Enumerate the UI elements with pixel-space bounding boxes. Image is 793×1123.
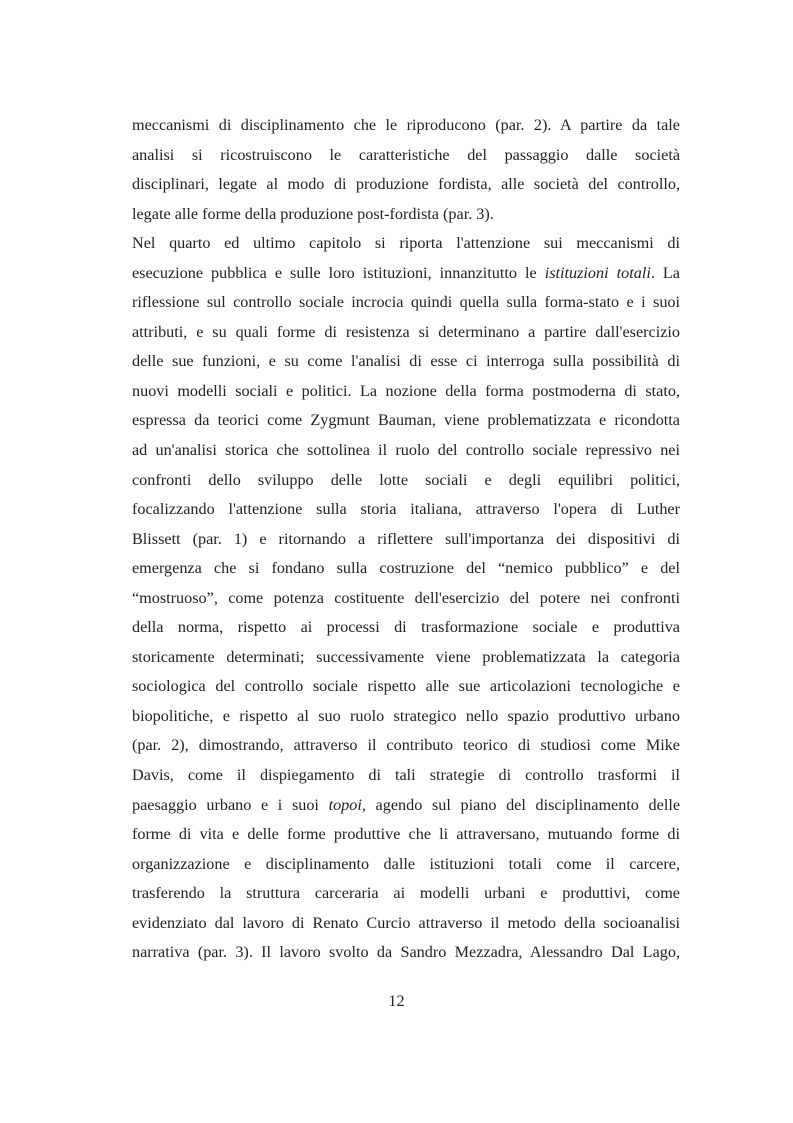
- text-run: esecuzione pubblica e sulle loro istituzioni, innanzitutto le: [132, 263, 545, 282]
- text-run: legate alle forme della produzione post-fordista (par. 3).: [132, 204, 494, 223]
- text-line: [132, 613, 680, 643]
- text-run: “mostruoso”, come potenza costituente dell'esercizio del potere nei confronti: [132, 588, 680, 607]
- text-run: espressa da teorici come Zygmunt Bauman, viene problematizzata e ricondotta: [132, 411, 680, 430]
- text-line: [132, 406, 680, 436]
- text-run: meccanismi di disciplinamento che le riproducono (par. 2). A partire da tale: [132, 116, 680, 134]
- text-line: [132, 761, 680, 791]
- text-line: [132, 200, 680, 230]
- text-line: [132, 111, 680, 141]
- text-run: riflessione sul controllo sociale incrocia quindi quella sulla forma-stato e i suoi: [132, 293, 680, 312]
- text-run: organizzazione e disciplinamento dalle istituzioni totali come il carcere,: [132, 854, 680, 873]
- page-number: 12: [388, 992, 405, 1010]
- text-run: confronti dello sviluppo delle lotte sociali e degli equilibri politici,: [132, 470, 680, 489]
- text-line: [132, 347, 680, 377]
- text-run: paesaggio urbano e i suoi: [132, 795, 329, 814]
- text-run: forme di vita e delle forme produttive che li attraversano, mutuando forme di: [132, 825, 680, 844]
- text-line: [132, 672, 680, 702]
- text-run: della norma, rispetto ai processi di trasformazione sociale e produttiva: [132, 618, 680, 637]
- text-run: ad un'analisi storica che sottolinea il ruolo del controllo sociale repressivo nei: [132, 441, 680, 460]
- text-line: [132, 229, 680, 259]
- text-line: [132, 318, 680, 348]
- text-run: (par. 2), dimostrando, attraverso il contributo teorico di studiosi come Mike: [132, 736, 680, 755]
- text-line: [132, 909, 680, 939]
- text-run: analisi si ricostruiscono le caratteristiche del passaggio dalle società: [132, 145, 680, 164]
- text-line: [132, 879, 680, 909]
- text-line: [132, 791, 680, 821]
- text-line: [132, 554, 680, 584]
- text-line: [132, 702, 680, 732]
- text-line: [132, 436, 680, 466]
- text-line: [132, 731, 680, 761]
- text-line: [132, 525, 680, 555]
- text-line: [132, 820, 680, 850]
- text-run: Blissett (par. 1) e ritornando a riflettere sull'importanza dei dispositivi di: [132, 529, 680, 548]
- text-run: delle sue funzioni, e su come l'analisi di esse ci interroga sulla possibilità di: [132, 352, 680, 371]
- text-run: Nel quarto ed ultimo capitolo si riporta l'attenzione sui meccanismi di: [132, 234, 680, 253]
- text-run: . La: [650, 263, 680, 282]
- text-line: [132, 141, 680, 171]
- text-run: evidenziato dal lavoro di Renato Curcio attraverso il metodo della socioanalisi: [132, 913, 680, 932]
- body-text: [132, 111, 680, 968]
- text-run: nuovi modelli sociali e politici. La nozione della forma postmoderna di stato,: [132, 381, 680, 400]
- text-run: biopolitiche, e rispetto al suo ruolo strategico nello spazio produttivo urbano: [132, 706, 680, 725]
- text-line: [132, 584, 680, 614]
- text-line: [132, 466, 680, 496]
- text-line: [132, 495, 680, 525]
- text-line: [132, 288, 680, 318]
- text-run: trasferendo la struttura carceraria ai modelli urbani e produttivi, come: [132, 884, 680, 903]
- text-line: [132, 259, 680, 289]
- text-line: [132, 938, 680, 968]
- text-run: disciplinari, legate al modo di produzione fordista, alle società del controllo,: [132, 175, 680, 194]
- text-run: sociologica del controllo sociale rispetto alle sue articolazioni tecnologiche e: [132, 677, 680, 696]
- text-line: [132, 643, 680, 673]
- text-run: Davis, come il dispiegamento di tali strategie di controllo trasformi il: [132, 766, 680, 785]
- text-line: [132, 850, 680, 880]
- italic-term: istituzioni totali: [544, 263, 651, 282]
- text-run: narrativa (par. 3). Il lavoro svolto da Sandro Mezzadra, Alessandro Dal Lago,: [132, 943, 680, 962]
- text-run: focalizzando l'attenzione sulla storia italiana, attraverso l'opera di Luther: [132, 500, 680, 519]
- text-line: [132, 377, 680, 407]
- italic-term: topoi: [328, 795, 362, 814]
- text-run: storicamente determinati; successivamente viene problematizzata la categoria: [132, 647, 680, 666]
- text-run: emergenza che si fondano sulla costruzione del “nemico pubblico” e del: [132, 559, 680, 578]
- text-line: [132, 170, 680, 200]
- text-run: , agendo sul piano del disciplinamento delle: [361, 795, 680, 814]
- text-run: attributi, e su quali forme di resistenza si determinano a partire dall'esercizio: [132, 322, 680, 341]
